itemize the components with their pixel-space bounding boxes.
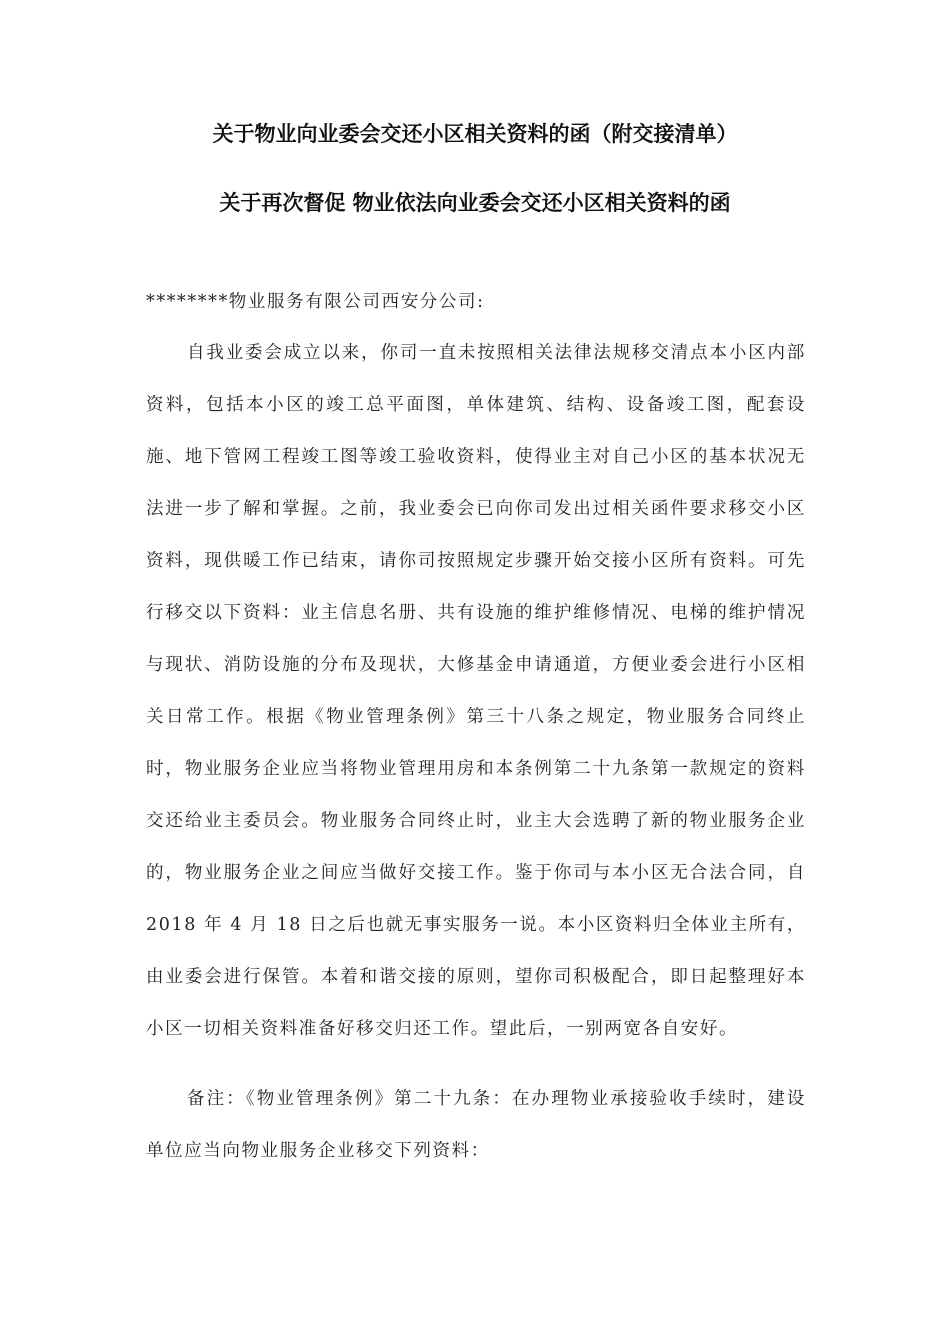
note-paragraph: 备注：《物业管理条例》第二十九条：在办理物业承接验收手续时，建设单位应当向物业服务企业移交下列资料： [146, 1089, 806, 1161]
document-title: 关于物业向业委会交还小区相关资料的函（附交接清单） [212, 122, 738, 146]
body-paragraph: 自我业委会成立以来，你司一直未按照相关法律法规移交清点本小区内部资料，包括本小区的竣工总平面图，单体建筑、结构、设备竣工图，配套设施、地下管网工程竣工图等竣工验收资料，使得业主对自己小区的基本状况无法进一步了解和掌握。之前，我业委会已向你司发出过相关函件要求移交小区资料，现供暖工作已结束，请你司按照规定步骤开始交接小区所有资料。可先行移交以下资料：业主信息名册、共有设施的维护维修情况、电梯的维护情况与现状、消防设施的分布及现状，大修基金申请通道，方便业委会进行小区相关日常工作。根据《物业管理条例》第三十八条之规定，物业服务合同终止时，物业服务企业应当将物业管理用房和本条例第二十九条第一款规定的资料交还给业主委员会。物业服务合同终止时，业主大会选聘了新的物业服务企业的，物业服务企业之间应当做好交接工作。鉴于你司与本小区无合法合同，自 2018 年 4 月 18 日之后也就无事实服务一说。本小区资料归全体业主所有，由业委会进行保管。本着和谐交接的原则，望你司积极配合，即日起整理好本小区一切相关资料准备好移交归还工作。望此后，一别两宽各自安好。 [146, 343, 806, 1039]
salutation: ********物业服务有限公司西安分公司: [146, 292, 485, 312]
document-subtitle: 关于再次督促 物业依法向业委会交还小区相关资料的函 [219, 191, 731, 215]
